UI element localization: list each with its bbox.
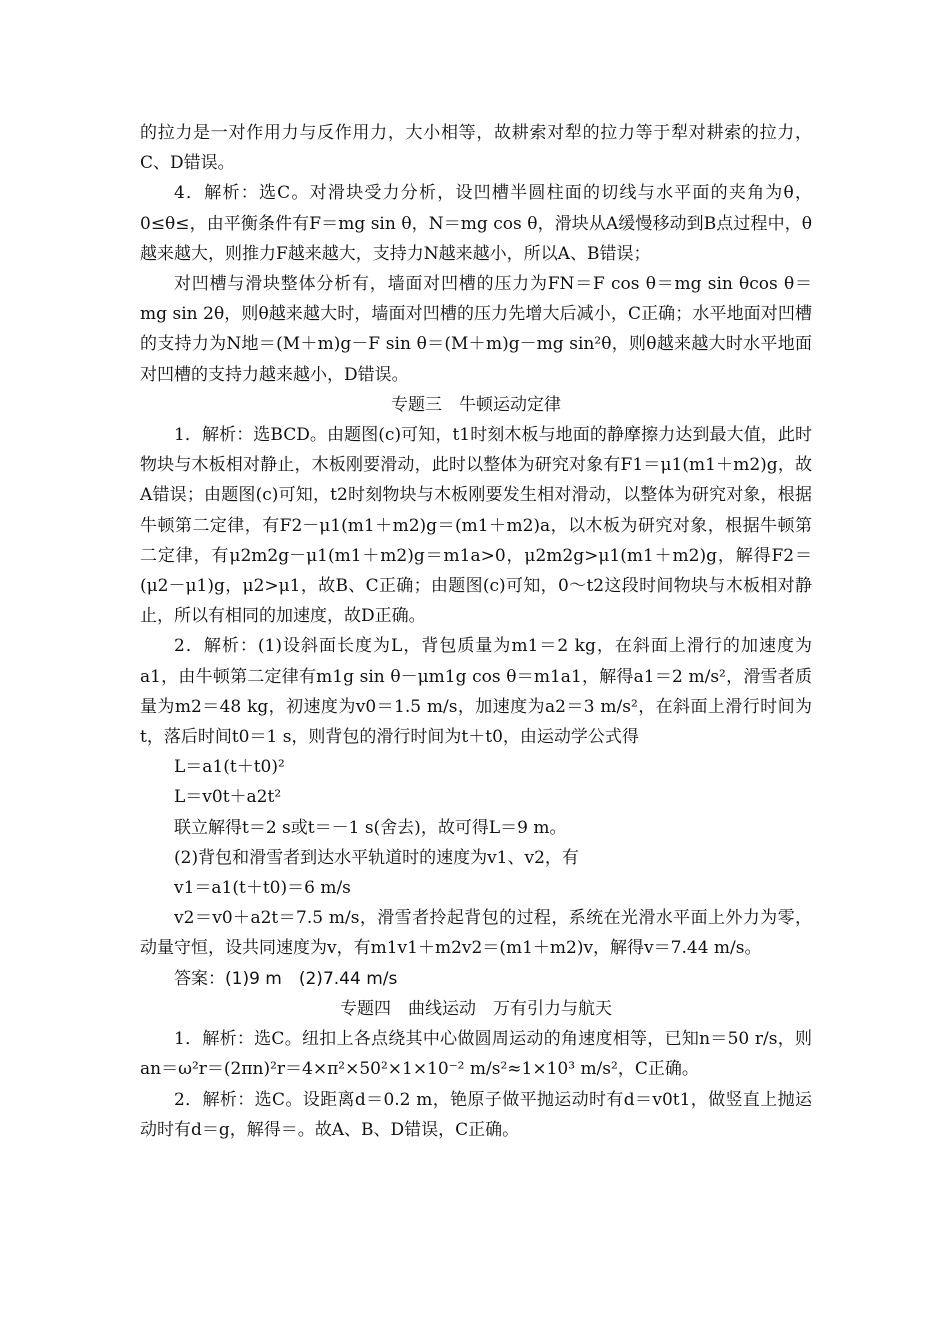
- paragraph-problem-4: 4．解析：选C。对滑块受力分析，设凹槽半圆柱面的切线与水平面的夹角为θ，0≤θ≤，由平衡条件有F＝mg sin θ，N＝mg cos θ，滑块从A缓慢移动到B点过程中，θ越来越大，则推力F越来越大，支持力N越来越小，所以A、B错误；: [140, 183, 812, 264]
- solution-line-2: (2)背包和滑雪者到达水平轨道时的速度为v1、v2，有: [174, 847, 579, 868]
- paragraph-s4-problem-1: 1．解析：选C。纽扣上各点绕其中心做圆周运动的角速度相等，已知n＝50 r/s，则an＝ω²r＝(2πn)²r＝4×π²×50²×1×10⁻² m/s²≈1×10³ m/s²，C正确。: [140, 1029, 812, 1080]
- answer-line: 答案：(1)9 m (2)7.44 m/s: [174, 968, 398, 989]
- equation-3: v1＝a1(t＋t0)＝6 m/s: [174, 878, 351, 899]
- section-heading-3: 专题三 牛顿运动定律: [391, 394, 561, 415]
- equation-2: L＝v0t＋a2t²: [174, 787, 282, 808]
- paragraph-s3-problem-2-cont: v2＝v0＋a2t＝7.5 m/s，滑雪者拎起背包的过程，系统在光滑水平面上外力为零，动量守恒，设共同速度为v，有m1v1＋m2v2＝(m1＋m2)v，解得v＝7.44 m/s。: [140, 908, 812, 959]
- paragraph-problem-4-cont: 对凹槽与滑块整体分析有，墙面对凹槽的压力为FN＝F cos θ＝mg sin θcos θ＝mg sin 2θ，则θ越来越大时，墙面对凹槽的压力先增大后减小，C正确；水平地面对凹槽的支持力为N地＝(M＋m)g－F sin θ＝(M＋m)g－mg sin²θ，则θ越来越大时水平地面对凹槽的支持力越来越小，D错误。: [140, 274, 812, 385]
- equation-1: L＝a1(t＋t0)²: [174, 757, 285, 778]
- paragraph-s3-problem-1: 1．解析：选BCD。由题图(c)可知，t1时刻木板与地面的静摩擦力达到最大值，此时物块与木板相对静止，木板刚要滑动，此时以整体为研究对象有F1＝μ1(m1＋m2)g，故A错误；由题图(c)可知，t2时刻物块与木板刚要发生相对滑动，以整体为研究对象，根据牛顿第二定律，有F2－μ1(m1＋m2)g＝(m1＋m2)a，以木板为研究对象，根据牛顿第二定律，有μ2m2g－μ1(m1＋m2)g＝m1a>0，μ2m2g>μ1(m1＋m2)g，解得F2＝(μ2－μ1)g，μ2>μ1，故B、C正确；由题图(c)可知，0～t2这段时间物块与木板相对静止，所以有相同的加速度，故D正确。: [140, 425, 812, 627]
- paragraph-s4-problem-2: 2．解析：选C。设距离d＝0.2 m，铯原子做平抛运动时有d＝v0t1，做竖直上抛运动时有d＝g，解得＝。故A、B、D错误，C正确。: [140, 1089, 812, 1140]
- paragraph-0: 的拉力是一对作用力与反作用力，大小相等，故耕索对犁的拉力等于犁对耕索的拉力，C、D错误。: [140, 123, 812, 174]
- document-body: [140, 118, 812, 1145]
- solution-line-1: 联立解得t＝2 s或t＝－1 s(舍去)，故可得L＝9 m。: [174, 817, 567, 838]
- section-heading-4: 专题四 曲线运动 万有引力与航天: [340, 998, 612, 1019]
- paragraph-s3-problem-2: 2．解析：(1)设斜面长度为L，背包质量为m1＝2 kg，在斜面上滑行的加速度为a1，由牛顿第二定律有m1g sin θ－μm1g cos θ＝m1a1，解得a1＝2 m/s²，滑雪者质量为m2＝48 kg，初速度为v0＝1.5 m/s，加速度为a2＝3 m/s²，在斜面上滑行时间为t，落后时间t0＝1 s，则背包的滑行时间为t＋t0，由运动学公式得: [140, 636, 812, 748]
